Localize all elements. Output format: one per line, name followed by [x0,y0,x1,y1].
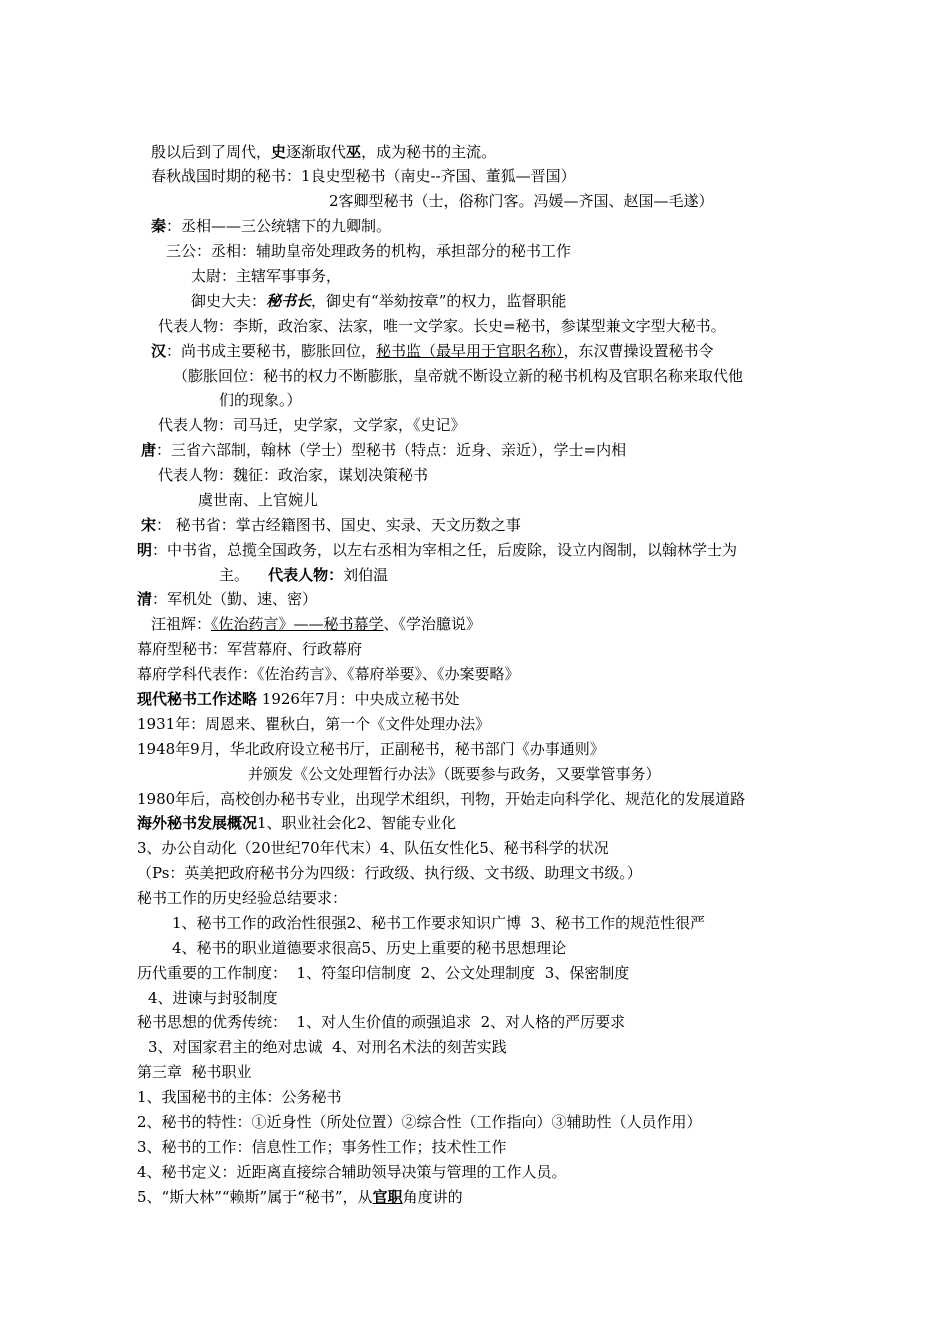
heading-tang: 唐 [141,441,157,459]
heading-qing: 清 [137,590,153,608]
heading-modern: 现代秘书工作述略 [137,690,258,708]
line-1931: 1931年：周恩来、瞿秋白，第一个《文件处理办法》 [137,715,491,733]
line-qin: 秦：丞相——三公统辖下的九卿制。 [151,217,392,235]
line-item-5: 5、“斯大林”“赖斯”属于“秘书”，从官职角度讲的 [137,1188,463,1206]
line-spring-autumn: 春秋战国时期的秘书：1良史型秘书（南史--齐国、董狐—晋国） [151,167,576,185]
line-ming: 明：中书省，总揽全国政务，以左右丞相为宰相之任，后废除，设立内阁制，以翰林学士为 [137,541,738,559]
line-keqing-secretary: 2客卿型秘书（士，俗称门客。冯媛—齐国、赵国—毛遂） [329,192,714,210]
line-mufu-works: 幕府学科代表作：《佐治药言》、《幕府举要》、《办案要略》 [137,665,520,683]
line-item-4: 4、秘书定义：近距离直接综合辅助领导决策与管理的工作人员。 [137,1163,567,1181]
line-systems-cont: 4、进谏与封驳制度 [148,989,278,1007]
bold-wu: 巫 [346,143,362,161]
heading-ming: 明 [137,541,153,559]
line-modern: 现代秘书工作述略 1926年7月：中央成立秘书处 [137,690,460,708]
chapter-three-title: 第三章 秘书职业 [137,1063,252,1081]
line-1948: 1948年9月，华北政府设立秘书厅，正副秘书，秘书部门《办事通则》 [137,740,605,758]
line-traditions: 秘书思想的优秀传统： 1、对人生价值的顽强追求 2、对人格的严厉要求 [137,1013,626,1031]
bold-italic-mishuzhang: 秘书长 [266,292,312,310]
heading-overseas: 海外秘书发展概况 [137,814,258,832]
heading-han: 汉 [151,342,167,360]
line-weizheng: 代表人物：魏征：政治家，谋划决策秘书 [158,466,429,484]
line-expansion-note: （膨胀回位：秘书的权力不断膨胀，皇帝就不断设立新的秘书机构及官职名称来取代他 [173,367,744,385]
line-zhou-dynasty: 殷以后到了周代，史逐渐取代巫，成为秘书的主流。 [151,143,497,161]
underlined-zuozhiyaoyan: 《佐治药言》——秘书幕学 [211,615,384,633]
line-qing: 清：军机处（勤、速、密） [137,590,318,608]
heading-song: 宋 [141,516,157,534]
line-experience-1: 1、秘书工作的政治性很强2、秘书工作要求知识广博 3、秘书工作的规范性很严 [172,914,706,932]
line-expansion-note-cont: 们的现象。） [219,391,302,409]
line-song: 宋： 秘书省：掌古经籍图书、国史、实录、天文历数之事 [141,516,521,534]
line-traditions-cont: 3、对国家君主的绝对忠诚 4、对刑名术法的刻苦实践 [148,1038,507,1056]
line-han: 汉：尚书成主要秘书，膨胀回位，秘书监（最早用于官职名称），东汉曹操设置秘书令 [151,342,714,360]
underlined-mishujian: 秘书监（最早用于官职名称） [376,342,564,360]
line-tang: 唐：三省六部制，翰林（学士）型秘书（特点：近身、亲近），学士=内相 [141,441,627,459]
line-1980: 1980年后，高校创办秘书专业，出现学术组织，刊物，开始走向科学化、规范化的发展道路 [137,790,746,808]
line-simaqian: 代表人物：司马迁，史学家，文学家，《史记》 [158,416,466,434]
heading-qin: 秦 [151,217,167,235]
line-item-3: 3、秘书的工作：信息性工作；事务性工作；技术性工作 [137,1138,507,1156]
line-overseas: 海外秘书发展概况1、职业社会化2、智能专业化 [137,814,457,832]
line-systems: 历代重要的工作制度： 1、符玺印信制度 2、公文处理制度 3、保密制度 [137,964,630,982]
bold-representative: 代表人物： [268,566,344,584]
bold-shi: 史 [271,143,287,161]
line-ps-note: （Ps：英美把政府秘书分为四级：行政级、执行级、文书级、助理文书级。） [137,864,642,882]
line-mufu-type: 幕府型秘书：军营幕府、行政幕府 [137,640,363,658]
line-yushi-dafu: 御史大夫：秘书长，御史有“举劾按章”的权力，监督职能 [191,292,567,310]
bold-underlined-guanzhi: 官职 [372,1188,403,1206]
line-lisi: 代表人物：李斯，政治家、法家，唯一文学家。长史=秘书，参谋型兼文字型大秘书。 [158,317,726,335]
line-item-2: 2、秘书的特性：①近身性（所处位置）②综合性（工作指向）③辅助性（人员作用） [137,1113,702,1131]
line-three-dukes: 三公：丞相：辅助皇帝处理政务的机构，承担部分的秘书工作 [166,242,572,260]
line-wangzuhui: 汪祖辉：《佐治药言》——秘书幕学、《学治臆说》 [151,615,482,633]
line-1948-cont: 并颁发《公文处理暂行办法》（既要参与政务，又要掌管事务） [248,765,661,783]
line-yushinan: 虞世南、上官婉儿 [198,491,319,509]
line-experience: 秘书工作的历史经验总结要求： [137,889,348,907]
line-item-1: 1、我国秘书的主体：公务秘书 [137,1088,342,1106]
line-ming-cont: 主。 代表人物：刘伯温 [219,566,389,584]
line-experience-2: 4、秘书的职业道德要求很高5、历史上重要的秘书思想理论 [172,939,567,957]
line-taiwei: 太尉：主辖军事事务， [191,267,342,285]
line-overseas-cont: 3、办公自动化（20世纪70年代末）4、队伍女性化5、秘书科学的状况 [137,839,609,857]
